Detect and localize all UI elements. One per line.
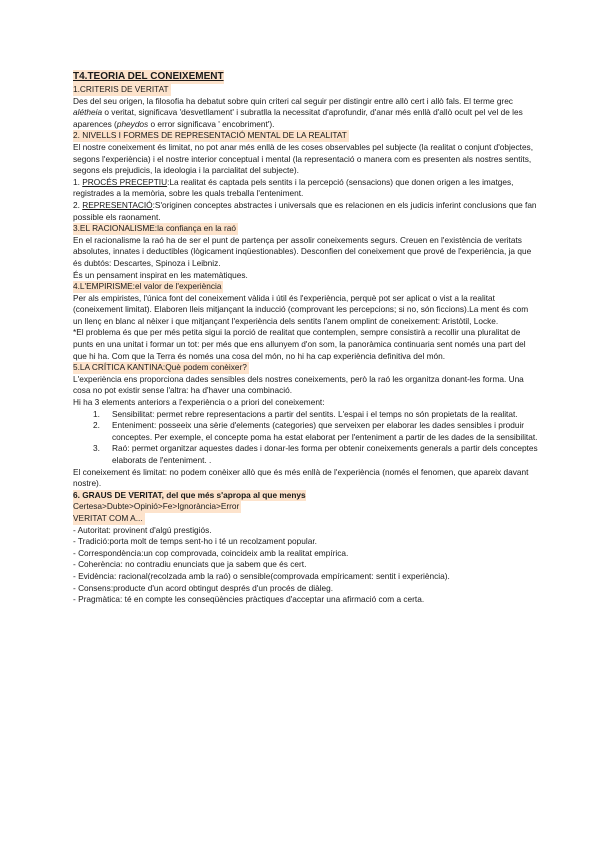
paragraph: El nostre coneixement és limitat, no pot anar més enllà de les coses observables pel subjecte (la realitat o conjunt d'objectes, segons l'experiència) i el nostre interior conceptual i mental (la representació o manera com es presenten als nostres sentits, segons els prejudicis, la ideologia i la parcialitat del subjecte). — [73, 141, 534, 176]
section-criteris — [73, 84, 538, 130]
paragraph: Des del seu origen, la filosofia ha debatut sobre quin criteri cal seguir per distingir entre allò cert i allò fals. El terme grec alétheia o veritat, significava 'desvetllament' i subratlla la necessitat d'aprofundir, d'anar més enllà d'allò ocult pel vel de les aparences (pheydos o error significava ' encobriment'). — [73, 95, 523, 129]
list-item: 3. Raó: permet organitzar aquestes dades i donar-les forma per obtenir coneixements generals a partir dels conceptes elaborats de l'enteniment. . — [93, 443, 538, 465]
list-item: - Autoritat: provinent d'algú prestigiós. — [73, 524, 212, 535]
document-title: T4.TEORIA DEL CONEIXEMENT — [73, 71, 224, 82]
list-item: 1. PROCÉS PRECEPTIU:La realitat és captada pels sentits i la percepció (sensacions) que donen origen a les imatges, registrades a la memòria, sobre les quals treballa l'enteniment. — [73, 176, 514, 199]
list-item: - Tradició:porta molt de temps sent-ho i té un recolzament popular. — [73, 536, 317, 547]
section-nivells — [73, 130, 538, 223]
list-item: - Correspondència:un cop comprovada, coincideix amb la realitat empírica. — [73, 547, 349, 558]
greek-term-aletheia: alétheia — [73, 107, 103, 118]
list-item: - Evidència: racional(recolzada amb la raó) o sensible(comprovada empíricament: sentit i experiència). — [73, 570, 450, 581]
truth-criteria-list — [73, 525, 538, 606]
subheading-veritat-com-a: VERITAT COM A... — [73, 512, 143, 523]
paragraph: L'experiència ens proporciona dades sensibles dels nostres coneixements, però la raó les organitza donant-les forma. Una cosa no pot existir sense l'altra: ha d'haver una combinació. — [73, 373, 524, 396]
list-item: 2. Enteniment: posseeix una sèrie d'elements (categories) que serveixen per elaborar les dades sensibles i produir conceptes. Per exemple, el concepte poma ha estat elaborat per l'enteniment a partir de les dades de la sensibilitat. — [93, 420, 538, 442]
section-racionalisme — [73, 223, 538, 281]
a-priori-list — [73, 409, 538, 467]
paragraph: El coneixement és limitat: no podem conèixer allò que és més enllà de l'experiència (només el fenomen, que apareix davant nostre). — [73, 466, 529, 489]
paragraph: Hi ha 3 elements anteriors a l'experiència o a priori del coneixement: — [73, 397, 325, 408]
section-heading: 4.L'EMPIRISME:el valor de l'experiència — [73, 281, 222, 292]
paragraph: Per als empiristes, l'única font del coneixement vàlida i útil és l'experiència, perquè pot ser aplicat o vist a la realitat (coneixement limitat). Elaboren lleis mitjançant la inducció (comprovant les percepcions; si no, són ficcions).La ment és com un llenç en blanc al nèixer i que mitjançant l'experiència dels sentits l'anem omplint de coneixement: Aristòtil, Locke. — [73, 292, 529, 326]
document-page — [73, 70, 538, 606]
term-representacio: REPRESENTACIÓ — [82, 199, 153, 210]
list-item: - Coherència: no contradiu enunciats que ja sabem que és cert. — [73, 559, 307, 570]
truth-scale: Certesa>Dubte>Opinió>Fe>Ignorància>Error — [73, 501, 240, 512]
paragraph: En el racionalisme la raó ha de ser el punt de partença per assolir coneixements segurs. Creuen en l'existència de veritats absolutes, innates i deductibles (lògicament inqüestionables). Desconfien del coneixement que prové de l'experiència, ja que és dubtós: Descartes, Spinoza i Leibniz. — [73, 234, 532, 268]
section-heading: 5.LA CRÍTICA KANTINA:Què podem conèixer? — [73, 362, 247, 373]
greek-term-pheydos: pheydos — [116, 118, 149, 129]
section-heading: 3.EL RACIONALISME:la confiança en la raó — [73, 223, 236, 234]
list-item: - Pragmàtica: té en compte les conseqüències pràctiques d'acceptar una afirmació com a certa. — [73, 594, 425, 605]
term-proces-preceptiu: PROCÉS PRECEPTIU — [82, 176, 168, 187]
section-graus-veritat — [73, 490, 538, 606]
paragraph: *El problema és que per més petita sigui la porció de realitat que contemplen, sempre consistirà a recollir una pluralitat de punts en una unitat i formar un tot: per més que ens allunyem d'on som, la panoràmica continuaria sent només una part del que hi ha. Com que la Terra és només una cosa del món, no hi ha cap experiència definitiva del món. — [73, 327, 526, 361]
section-critica-kantiana — [73, 362, 538, 490]
section-heading: 6. GRAUS DE VERITAT, del que més s'apropa al que menys — [73, 489, 306, 500]
paragraph: És un pensament inspirat en les matemàtiques. — [73, 269, 248, 280]
section-empirisme — [73, 281, 538, 362]
list-item: - Consens:producte d'un acord obtingut després d'un procés de diàleg. — [73, 582, 334, 593]
section-heading: 1.CRITERIS DE VERITAT — [73, 84, 169, 94]
list-item: 2. REPRESENTACIÓ:S'originen conceptes abstractes i universals que es relacionen en els judicis inferint conclusions que fan possible els raonament. — [73, 199, 537, 222]
section-heading: 2. NIVELLS I FORMES DE REPRESENTACIÓ MENTAL DE LA REALITAT — [73, 130, 347, 141]
list-item: 1. Sensibilitat: permet rebre representacions a partir del sentits. L'espai i el temps no són propietats de la realitat. — [93, 408, 518, 419]
